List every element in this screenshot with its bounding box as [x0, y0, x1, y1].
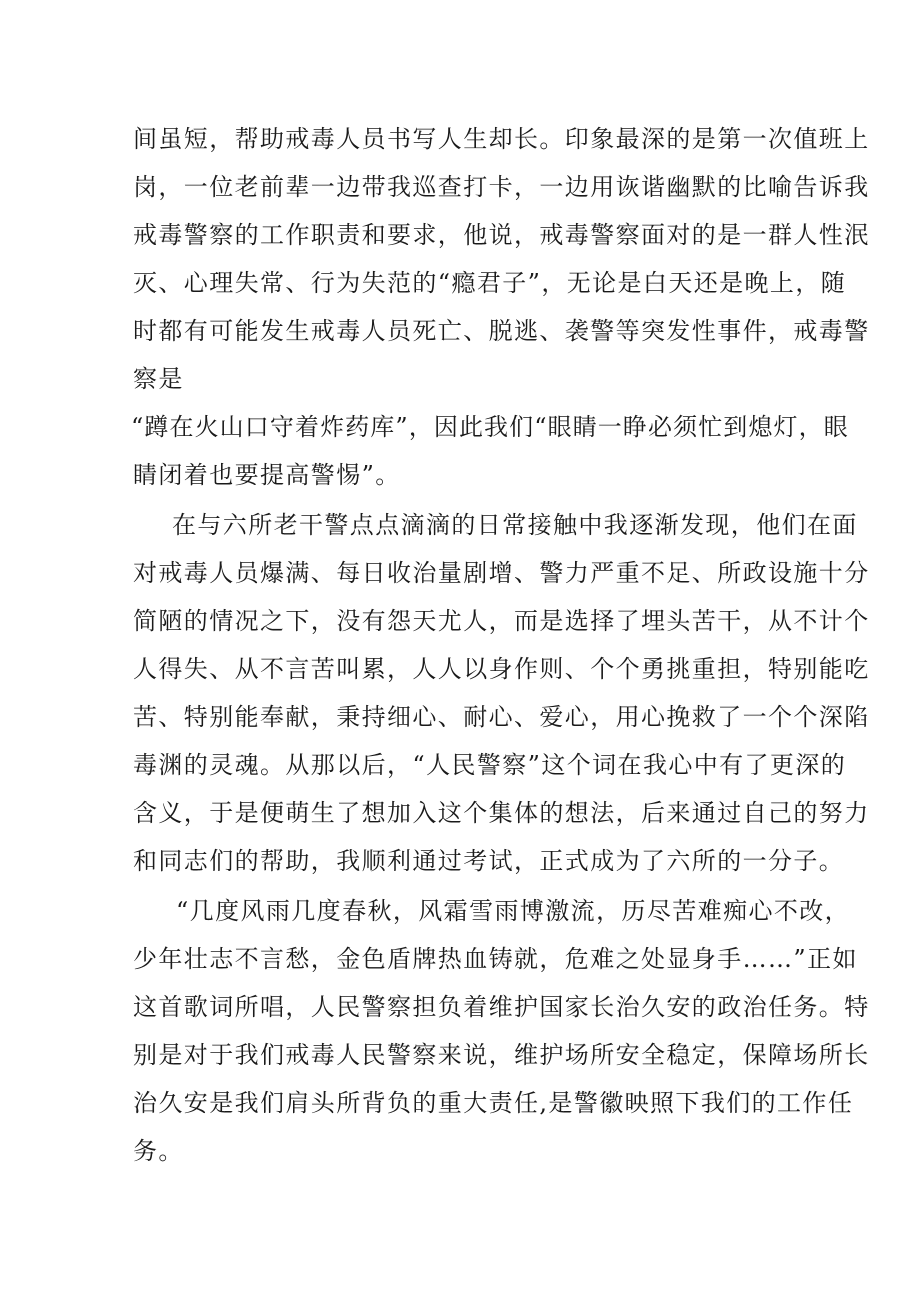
text-line: 和同志们的帮助，我顺利通过考试，正式成为了六所的一分子。 — [133, 847, 845, 875]
text-line: 苦、特别能奉献，秉持细心、耐心、爱心，用心挽救了一个个深陷 — [133, 703, 870, 731]
text-line: 灭、心理失常、行为失范的“瘾君子”，无论是白天还是晚上，随 — [133, 269, 847, 297]
text-line: 别是对于我们戒毒人民警察来说，维护场所安全稳定，保障场所长 — [133, 1041, 870, 1069]
text-line: 少年壮志不言愁，金色盾牌热血铸就，危难之处显身手……”正如 — [133, 945, 858, 973]
text-line: 岗，一位老前辈一边带我巡查打卡，一边用诙谐幽默的比喻告诉我 — [133, 173, 870, 201]
text-line: 务。 — [133, 1137, 184, 1165]
text-line: “蹲在火山口守着炸药库”，因此我们“眼睛一睁必须忙到熄灯，眼 — [131, 413, 849, 441]
text-line: 时都有可能发生戒毒人员死亡、脱逃、袭警等突发性事件，戒毒警 — [133, 317, 870, 345]
text-line: 察是 — [133, 365, 184, 393]
text-line: 戒毒警察的工作职责和要求，他说，戒毒警察面对的是一群人性泯 — [133, 221, 870, 249]
text-line: 在与六所老干警点点滴滴的日常接触中我逐渐发现，他们在面 — [172, 511, 858, 539]
text-line: 治久安是我们肩头所背负的重大责任,是警徽映照下我们的工作任 — [133, 1089, 854, 1117]
text-line: 睛闭着也要提高警惕”。 — [133, 461, 401, 489]
text-line: 简陋的情况之下，没有怨天尤人，而是选择了埋头苦干，从不计个 — [133, 607, 870, 635]
text-line: 对戒毒人员爆满、每日收治量剧增、警力严重不足、所政设施十分 — [133, 559, 870, 587]
text-line: 毒渊的灵魂。从那以后，“人民警察”这个词在我心中有了更深的 — [133, 751, 847, 779]
text-line: “几度风雨几度春秋，风霜雪雨博激流，历尽苦难痴心不改， — [176, 897, 851, 925]
text-line: 这首歌词所唱，人民警察担负着维护国家长治久安的政治任务。特 — [133, 993, 870, 1021]
text-line: 间虽短，帮助戒毒人员书写人生却长。印象最深的是第一次值班上 — [133, 125, 870, 153]
text-line: 含义，于是便萌生了想加入这个集体的想法，后来通过自己的努力 — [133, 799, 870, 827]
text-line: 人得失、从不言苦叫累，人人以身作则、个个勇挑重担，特别能吃 — [133, 655, 870, 683]
